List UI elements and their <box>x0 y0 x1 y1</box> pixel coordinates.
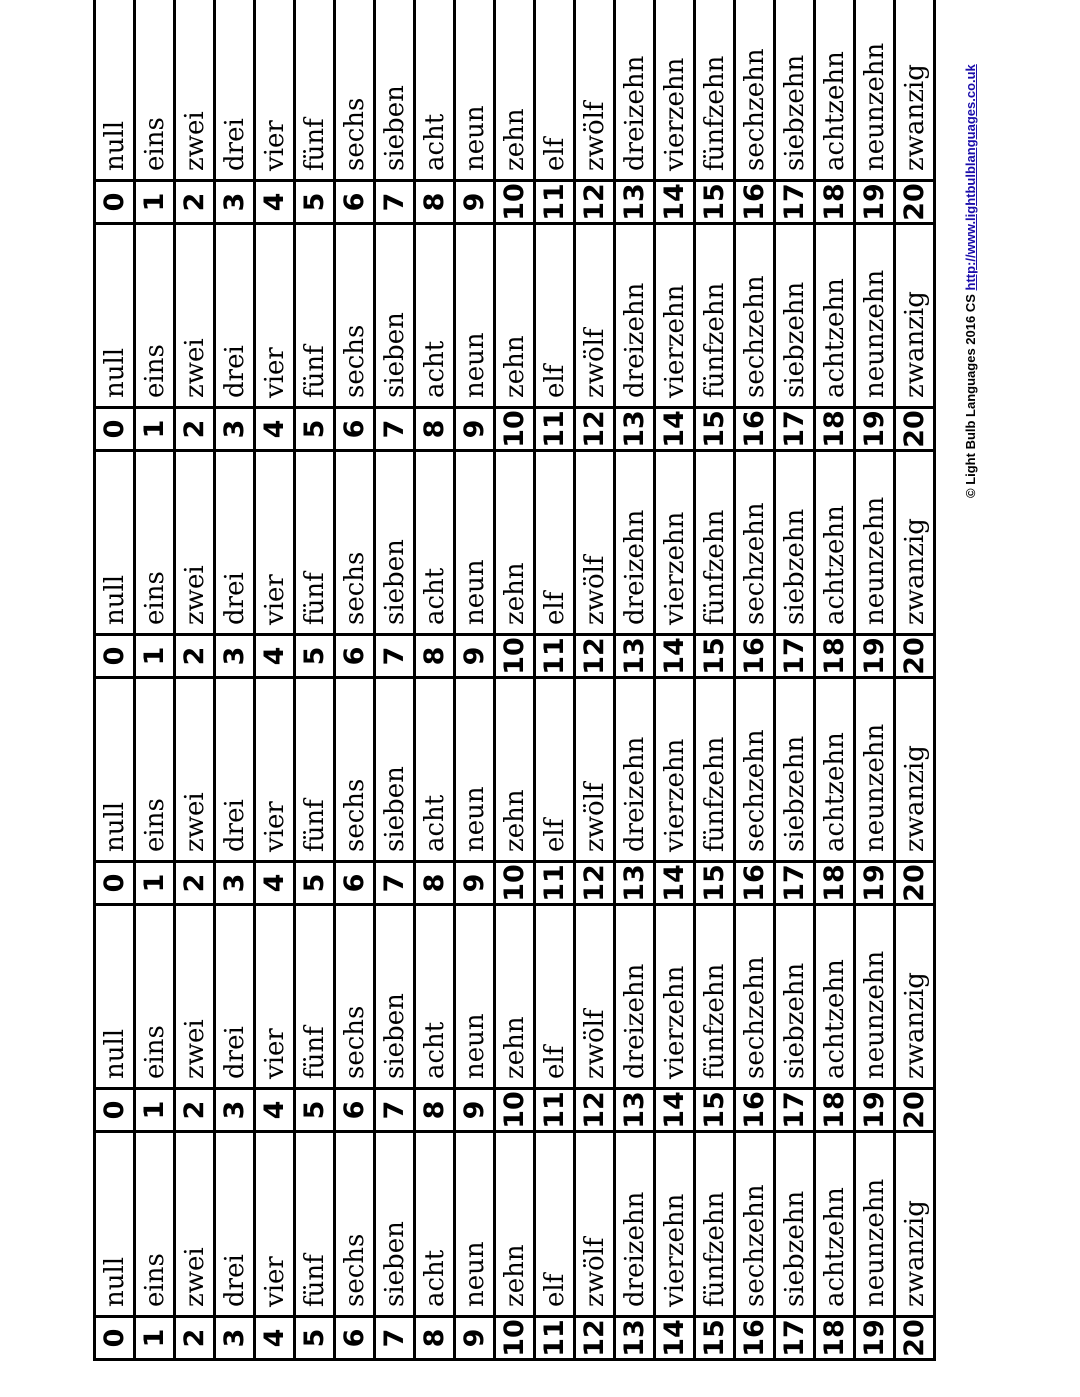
number-row <box>616 0 656 225</box>
number-digit: 0 <box>96 860 133 903</box>
number-digit: 19 <box>856 633 893 676</box>
number-digit: 5 <box>296 1087 333 1130</box>
number-word: zehn <box>499 562 530 625</box>
number-row <box>136 0 176 225</box>
number-digit: 4 <box>256 860 293 903</box>
number-digit: 6 <box>336 1315 373 1358</box>
number-word: neun <box>459 1241 490 1307</box>
number-word: vierzehn <box>659 511 690 625</box>
number-digit: 4 <box>256 406 293 449</box>
number-digit: 5 <box>296 179 333 222</box>
number-word: achtzehn <box>819 959 850 1079</box>
number-word: zehn <box>499 108 530 171</box>
website-link[interactable]: http://www.lightbulblanguages.co.uk <box>963 64 978 291</box>
number-word: fünfzehn <box>699 55 730 171</box>
number-word: zwölf <box>579 555 610 625</box>
number-word: acht <box>419 113 450 171</box>
number-word: fünfzehn <box>699 736 730 852</box>
number-digit: 17 <box>776 1315 813 1358</box>
number-word: eins <box>139 344 170 398</box>
number-word: fünf <box>299 1026 330 1079</box>
number-word: zehn <box>499 335 530 398</box>
number-word: zwanzig <box>899 745 930 852</box>
number-word: eins <box>139 1253 170 1307</box>
number-word: null <box>99 1256 130 1307</box>
number-row <box>896 0 936 225</box>
number-word: fünf <box>299 118 330 171</box>
number-word: neunzehn <box>859 1178 890 1307</box>
number-digit: 1 <box>136 179 173 222</box>
number-digit: 12 <box>576 860 613 903</box>
number-row <box>416 0 456 225</box>
number-word: drei <box>219 345 250 398</box>
number-digit: 20 <box>896 1315 933 1358</box>
number-digit: 4 <box>256 1087 293 1130</box>
number-word: sieben <box>379 766 410 852</box>
number-digit: 10 <box>496 179 533 222</box>
number-word: zehn <box>499 789 530 852</box>
number-word: siebzehn <box>779 735 810 852</box>
number-word: sieben <box>379 312 410 398</box>
number-digit: 7 <box>376 1315 413 1358</box>
number-digit: 2 <box>176 1087 213 1130</box>
number-digit: 10 <box>496 406 533 449</box>
number-word: zwölf <box>579 101 610 171</box>
number-digit: 17 <box>776 633 813 676</box>
number-word: dreizehn <box>619 963 650 1079</box>
number-digit: 5 <box>296 860 333 903</box>
number-digit: 13 <box>616 1315 653 1358</box>
number-digit: 6 <box>336 179 373 222</box>
number-word: null <box>99 574 130 625</box>
number-word: zwölf <box>579 1237 610 1307</box>
number-digit: 10 <box>496 1087 533 1130</box>
number-word: neun <box>459 105 490 171</box>
number-digit: 17 <box>776 179 813 222</box>
number-digit: 3 <box>216 179 253 222</box>
number-word: neunzehn <box>859 496 890 625</box>
number-word: acht <box>419 794 450 852</box>
number-digit: 6 <box>336 1087 373 1130</box>
number-digit: 15 <box>696 406 733 449</box>
number-digit: 18 <box>816 179 853 222</box>
number-word: siebzehn <box>779 1190 810 1307</box>
number-digit: 13 <box>616 179 653 222</box>
number-digit: 2 <box>176 406 213 449</box>
number-word: vierzehn <box>659 738 690 852</box>
number-word: neunzehn <box>859 269 890 398</box>
number-word: siebzehn <box>779 962 810 1079</box>
number-word: drei <box>219 799 250 852</box>
number-digit: 19 <box>856 406 893 449</box>
number-word: vierzehn <box>659 57 690 171</box>
number-word: neun <box>459 332 490 398</box>
number-digit: 20 <box>896 179 933 222</box>
number-word: eins <box>139 117 170 171</box>
number-word: acht <box>419 1249 450 1307</box>
number-word: dreizehn <box>619 1191 650 1307</box>
number-word: fünf <box>299 1254 330 1307</box>
number-word: elf <box>539 1273 570 1307</box>
number-word: vier <box>259 1028 290 1079</box>
number-digit: 12 <box>576 406 613 449</box>
number-digit: 2 <box>176 179 213 222</box>
number-word: vier <box>259 347 290 398</box>
number-digit: 7 <box>376 406 413 449</box>
number-word: zehn <box>499 1244 530 1307</box>
number-digit: 19 <box>856 179 893 222</box>
number-word: elf <box>539 137 570 171</box>
number-word: vier <box>259 801 290 852</box>
number-digit: 9 <box>456 1315 493 1358</box>
number-digit: 0 <box>96 1315 133 1358</box>
number-digit: 15 <box>696 860 733 903</box>
number-digit: 7 <box>376 1087 413 1130</box>
number-digit: 17 <box>776 1087 813 1130</box>
number-row <box>816 0 856 225</box>
number-digit: 2 <box>176 633 213 676</box>
number-digit: 12 <box>576 633 613 676</box>
number-digit: 18 <box>816 1315 853 1358</box>
number-digit: 7 <box>376 179 413 222</box>
number-digit: 10 <box>496 860 533 903</box>
number-word: eins <box>139 571 170 625</box>
number-row <box>776 0 816 225</box>
number-digit: 4 <box>256 1315 293 1358</box>
number-digit: 5 <box>296 633 333 676</box>
number-word: zwei <box>179 565 210 625</box>
number-digit: 12 <box>576 179 613 222</box>
number-word: elf <box>539 591 570 625</box>
number-digit: 1 <box>136 1087 173 1130</box>
number-digit: 20 <box>896 406 933 449</box>
number-digit: 1 <box>136 633 173 676</box>
number-digit: 17 <box>776 860 813 903</box>
number-digit: 15 <box>696 179 733 222</box>
number-digit: 4 <box>256 633 293 676</box>
number-digit: 8 <box>416 860 453 903</box>
number-word: fünfzehn <box>699 1191 730 1307</box>
number-digit: 0 <box>96 406 133 449</box>
number-row <box>176 0 216 225</box>
number-word: vier <box>259 1256 290 1307</box>
number-word: achtzehn <box>819 51 850 171</box>
number-digit: 10 <box>496 1315 533 1358</box>
number-digit: 8 <box>416 179 453 222</box>
number-word: sechzehn <box>739 956 770 1079</box>
number-word: acht <box>419 1021 450 1079</box>
number-digit: 3 <box>216 406 253 449</box>
number-digit: 1 <box>136 406 173 449</box>
number-word: zwanzig <box>899 518 930 625</box>
number-digit: 16 <box>736 633 773 676</box>
number-word: sechs <box>339 778 370 852</box>
number-digit: 13 <box>616 406 653 449</box>
number-word: vier <box>259 574 290 625</box>
number-digit: 19 <box>856 860 893 903</box>
number-word: null <box>99 120 130 171</box>
number-word: achtzehn <box>819 732 850 852</box>
number-word: siebzehn <box>779 54 810 171</box>
number-word: siebzehn <box>779 508 810 625</box>
number-digit: 18 <box>816 406 853 449</box>
number-word: fünfzehn <box>699 963 730 1079</box>
number-word: null <box>99 801 130 852</box>
number-digit: 3 <box>216 633 253 676</box>
number-digit: 18 <box>816 1087 853 1130</box>
number-word: zwei <box>179 111 210 171</box>
number-digit: 3 <box>216 1087 253 1130</box>
number-digit: 20 <box>896 1087 933 1130</box>
number-word: fünf <box>299 799 330 852</box>
number-digit: 15 <box>696 633 733 676</box>
strip-6 <box>93 0 936 225</box>
number-word: dreizehn <box>619 282 650 398</box>
number-digit: 0 <box>96 1087 133 1130</box>
number-word: zwanzig <box>899 1200 930 1307</box>
number-word: eins <box>139 1025 170 1079</box>
number-digit: 8 <box>416 1087 453 1130</box>
number-word: sieben <box>379 1221 410 1307</box>
number-row <box>856 0 896 225</box>
number-digit: 20 <box>896 860 933 903</box>
number-word: eins <box>139 798 170 852</box>
number-digit: 6 <box>336 633 373 676</box>
number-word: dreizehn <box>619 509 650 625</box>
number-word: neun <box>459 559 490 625</box>
number-word: zwölf <box>579 782 610 852</box>
number-digit: 7 <box>376 633 413 676</box>
number-word: zwei <box>179 1247 210 1307</box>
number-digit: 6 <box>336 860 373 903</box>
number-digit: 19 <box>856 1087 893 1130</box>
number-row <box>256 0 296 225</box>
number-row <box>456 0 496 225</box>
number-word: neunzehn <box>859 42 890 171</box>
number-digit: 18 <box>816 860 853 903</box>
number-word: drei <box>219 1254 250 1307</box>
number-digit: 19 <box>856 1315 893 1358</box>
number-digit: 14 <box>656 179 693 222</box>
number-digit: 1 <box>136 1315 173 1358</box>
number-digit: 11 <box>536 1315 573 1358</box>
number-digit: 9 <box>456 860 493 903</box>
number-word: siebzehn <box>779 281 810 398</box>
number-word: dreizehn <box>619 55 650 171</box>
number-digit: 15 <box>696 1315 733 1358</box>
number-word: fünfzehn <box>699 509 730 625</box>
number-word: fünf <box>299 572 330 625</box>
number-digit: 14 <box>656 860 693 903</box>
number-word: zwanzig <box>899 64 930 171</box>
number-word: zwölf <box>579 1009 610 1079</box>
number-word: achtzehn <box>819 1187 850 1307</box>
number-digit: 16 <box>736 860 773 903</box>
number-word: sechs <box>339 1005 370 1079</box>
copyright-text: © Light Bulb Languages 2016 CS <box>963 290 978 498</box>
number-digit: 2 <box>176 1315 213 1358</box>
number-row <box>576 0 616 225</box>
number-digit: 13 <box>616 1087 653 1130</box>
number-word: sechzehn <box>739 729 770 852</box>
number-digit: 2 <box>176 860 213 903</box>
number-word: zwanzig <box>899 291 930 398</box>
number-digit: 11 <box>536 406 573 449</box>
number-digit: 13 <box>616 860 653 903</box>
number-row <box>536 0 576 225</box>
number-digit: 0 <box>96 633 133 676</box>
number-digit: 16 <box>736 179 773 222</box>
number-digit: 5 <box>296 406 333 449</box>
number-digit: 8 <box>416 406 453 449</box>
number-word: sechzehn <box>739 1184 770 1307</box>
number-digit: 4 <box>256 179 293 222</box>
number-word: zwei <box>179 1019 210 1079</box>
number-digit: 6 <box>336 406 373 449</box>
number-row <box>93 0 136 225</box>
number-digit: 12 <box>576 1087 613 1130</box>
number-digit: 11 <box>536 179 573 222</box>
number-word: zwei <box>179 792 210 852</box>
number-word: acht <box>419 567 450 625</box>
number-word: sechs <box>339 97 370 171</box>
number-digit: 16 <box>736 1087 773 1130</box>
number-digit: 14 <box>656 406 693 449</box>
number-word: vierzehn <box>659 965 690 1079</box>
number-word: sechs <box>339 551 370 625</box>
number-word: sechzehn <box>739 48 770 171</box>
number-row <box>736 0 776 225</box>
number-digit: 11 <box>536 860 573 903</box>
number-word: acht <box>419 340 450 398</box>
number-row <box>376 0 416 225</box>
number-digit: 9 <box>456 406 493 449</box>
number-word: elf <box>539 364 570 398</box>
number-word: zehn <box>499 1016 530 1079</box>
number-digit: 9 <box>456 179 493 222</box>
number-digit: 16 <box>736 1315 773 1358</box>
number-word: neun <box>459 1013 490 1079</box>
number-digit: 14 <box>656 1087 693 1130</box>
number-digit: 11 <box>536 633 573 676</box>
number-word: dreizehn <box>619 736 650 852</box>
number-row <box>496 0 536 225</box>
number-word: sechs <box>339 324 370 398</box>
number-digit: 9 <box>456 1087 493 1130</box>
number-digit: 14 <box>656 1315 693 1358</box>
number-row <box>296 0 336 225</box>
number-digit: 8 <box>416 633 453 676</box>
number-word: sechzehn <box>739 275 770 398</box>
number-digit: 20 <box>896 633 933 676</box>
number-digit: 3 <box>216 860 253 903</box>
number-digit: 17 <box>776 406 813 449</box>
number-word: elf <box>539 1045 570 1079</box>
number-digit: 11 <box>536 1087 573 1130</box>
number-word: achtzehn <box>819 278 850 398</box>
number-word: sieben <box>379 993 410 1079</box>
number-word: neun <box>459 786 490 852</box>
number-digit: 0 <box>96 179 133 222</box>
number-word: achtzehn <box>819 505 850 625</box>
number-word: elf <box>539 818 570 852</box>
number-word: neunzehn <box>859 723 890 852</box>
copyright-footer <box>963 64 978 498</box>
number-digit: 13 <box>616 633 653 676</box>
number-word: fünf <box>299 345 330 398</box>
number-word: drei <box>219 118 250 171</box>
number-word: sieben <box>379 539 410 625</box>
number-word: sieben <box>379 85 410 171</box>
number-word: vier <box>259 120 290 171</box>
number-word: neunzehn <box>859 950 890 1079</box>
number-digit: 5 <box>296 1315 333 1358</box>
number-word: sechs <box>339 1233 370 1307</box>
number-digit: 18 <box>816 633 853 676</box>
number-word: vierzehn <box>659 1193 690 1307</box>
number-row <box>656 0 696 225</box>
number-word: zwölf <box>579 328 610 398</box>
number-digit: 9 <box>456 633 493 676</box>
number-digit: 7 <box>376 860 413 903</box>
number-digit: 15 <box>696 1087 733 1130</box>
number-row <box>336 0 376 225</box>
number-word: null <box>99 1028 130 1079</box>
number-word: sechzehn <box>739 502 770 625</box>
number-row <box>696 0 736 225</box>
number-word: fünfzehn <box>699 282 730 398</box>
number-digit: 1 <box>136 860 173 903</box>
number-digit: 14 <box>656 633 693 676</box>
number-digit: 8 <box>416 1315 453 1358</box>
number-digit: 12 <box>576 1315 613 1358</box>
number-word: drei <box>219 572 250 625</box>
number-digit: 10 <box>496 633 533 676</box>
number-digit: 3 <box>216 1315 253 1358</box>
number-word: vierzehn <box>659 284 690 398</box>
number-word: null <box>99 347 130 398</box>
number-digit: 16 <box>736 406 773 449</box>
number-row <box>216 0 256 225</box>
number-word: zwanzig <box>899 972 930 1079</box>
number-word: zwei <box>179 338 210 398</box>
number-word: drei <box>219 1026 250 1079</box>
